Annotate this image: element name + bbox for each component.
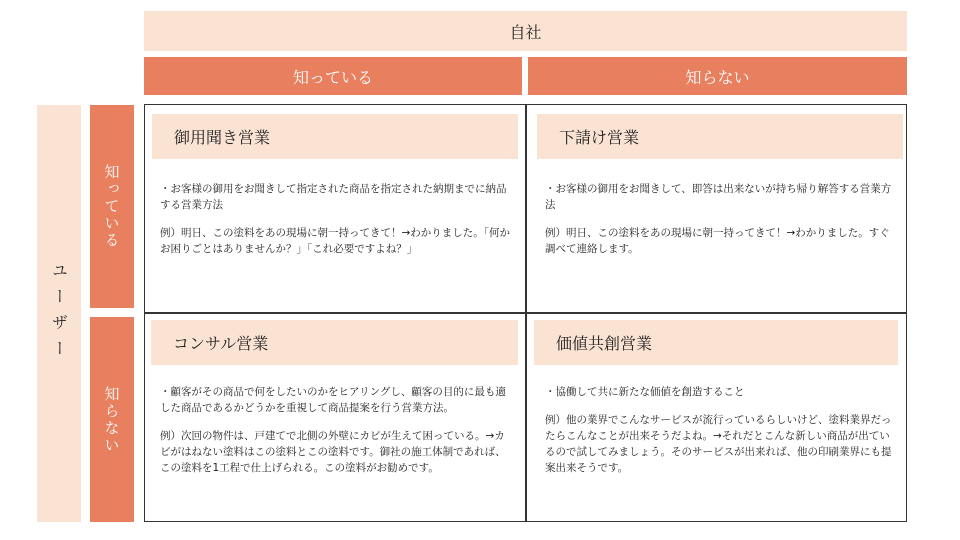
header-company-label: 自社 — [509, 22, 542, 42]
side-row-unknown-label: 知らない — [102, 385, 121, 454]
header-col-known — [144, 57, 522, 95]
header-col-unknown — [528, 57, 907, 95]
side-row-unknown — [90, 317, 134, 522]
quadrant-desc: ・お客様の御用をお聞きして指定された商品を指定された納期までに納品する営業方法 — [160, 183, 507, 211]
header-col-known-label: 知っている — [292, 67, 373, 87]
quadrant-title: 価値共創営業 — [534, 320, 898, 365]
header-company — [144, 11, 907, 51]
quadrant-title: 下請け営業 — [537, 114, 903, 159]
quadrant-example: 例）次回の物件は、戸建てで北側の外壁にカビが生えて困っている。→カビがはねない塗料はこの塗料とこの塗料です。御社の施工体制であれば、この塗料を1工程で仕上げられる。この塗料がお勧めです。 — [160, 430, 506, 474]
side-row-known — [90, 105, 134, 308]
quadrant-example: 例）他の業界でこんなサービスが流行っているらしいけど、塗料業界だったらこんなことが出来そうだよね。→それだとこんな新しい商品が出ているので試してみましょう。そのサービスが出来れば、他の印刷業界にも提案出来そうです。 — [545, 414, 892, 474]
quadrant-desc: ・協働して共に新たな価値を創造すること — [545, 386, 745, 398]
quadrant-body — [545, 384, 897, 488]
quadrant-title: 御用聞き営業 — [152, 114, 518, 159]
quadrant-desc: ・お客様の御用をお聞きして、即答は出来ないが持ち帰り解答する営業方法 — [545, 183, 892, 211]
quadrant-body — [545, 181, 897, 269]
quadrant-body — [160, 181, 512, 269]
side-user — [37, 105, 81, 522]
quadrant-example: 例）明日、この塗料をあの現場に朝一持ってきて！→わかりました。「何かお困りごとはありませんか？」「これ必要ですよね？」 — [160, 227, 511, 255]
side-user-label: ユーザー — [49, 261, 69, 366]
quadrant-desc: ・顧客がその商品で何をしたいのかをヒアリングし、顧客の目的に最も適した商品であるかどうかを重視して商品提案を行う営業方法。 — [160, 386, 506, 414]
quadrant-title: コンサル営業 — [151, 320, 518, 365]
header-col-unknown-label: 知らない — [685, 67, 750, 87]
side-row-known-label: 知っている — [102, 164, 121, 249]
grid-divider-horizontal — [145, 312, 906, 314]
quadrant-example: 例）明日、この塗料をあの現場に朝一持ってきて！→わかりました。すぐ調べて連絡します。 — [545, 227, 890, 255]
quadrant-body — [160, 384, 512, 488]
